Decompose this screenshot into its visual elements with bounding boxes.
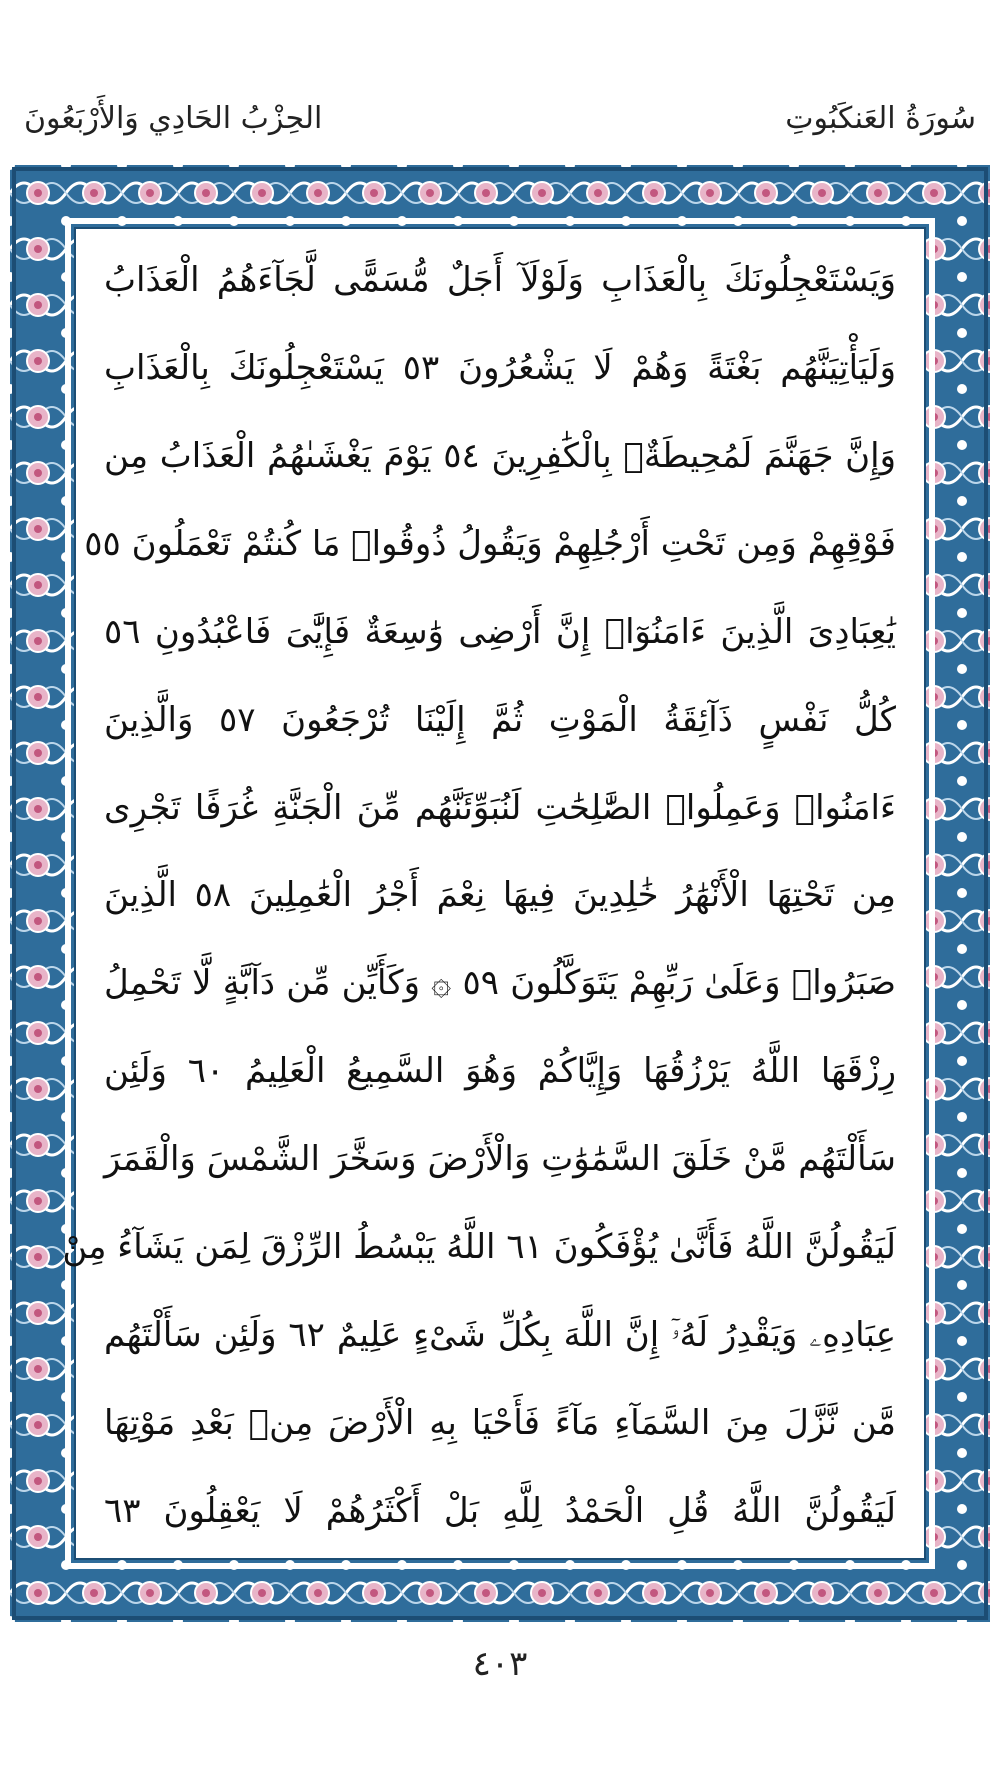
hizb-name: الحِزْبُ الحَادِي وَالأَرْبَعُونَ bbox=[24, 100, 323, 136]
verse-line: مَّن نَّزَّلَ مِنَ السَّمَآءِ مَآءً فَأَحْيَا بِهِ الْأَرْضَ مِنۢ بَعْدِ مَوْتِهَا bbox=[104, 1402, 896, 1443]
verse-line: سَأَلْتَهُم مَّنْ خَلَقَ السَّمَٰوَٰتِ وَالْأَرْضَ وَسَخَّرَ الشَّمْسَ وَالْقَمَرَ bbox=[104, 1139, 896, 1180]
verse-line: عِبَادِهِۦ وَيَقْدِرُ لَهُۥٓ إِنَّ اللَّهَ بِكُلِّ شَىْءٍ عَلِيمٌ ٦٢ وَلَئِن سَأَلْتَهُم bbox=[104, 1315, 896, 1356]
text-panel bbox=[62, 227, 926, 1560]
verse-line: فَوْقِهِمْ وَمِن تَحْتِ أَرْجُلِهِمْ وَيَقُولُ ذُوقُوا۟ مَا كُنتُمْ تَعْمَلُونَ ٥٥ bbox=[84, 523, 896, 564]
verse-line: كُلُّ نَفْسٍ ذَآئِقَةُ الْمَوْتِ ثُمَّ إِلَيْنَا تُرْجَعُونَ ٥٧ وَالَّذِينَ bbox=[104, 699, 896, 740]
page-number: ٤٠٣ bbox=[472, 1644, 528, 1684]
verse-line: وَلَيَأْتِيَنَّهُم بَغْتَةً وَهُمْ لَا يَشْعُرُونَ ٥٣ يَسْتَعْجِلُونَكَ بِالْعَذَابِ bbox=[104, 347, 896, 388]
verse-line: لَيَقُولُنَّ اللَّهُ فَأَنَّىٰ يُؤْفَكُونَ ٦١ اللَّهُ يَبْسُطُ الرِّزْقَ لِمَن يَشَآءُ مِنْ bbox=[62, 1227, 896, 1268]
verse-line: ءَامَنُوا۟ وَعَمِلُوا۟ الصَّٰلِحَٰتِ لَنُبَوِّئَنَّهُم مِّنَ الْجَنَّةِ غُرَفًا تَجْرِى bbox=[104, 787, 896, 828]
verse-line: صَبَرُوا۟ وَعَلَىٰ رَبِّهِمْ يَتَوَكَّلُونَ ٥٩ ۞ وَكَأَيِّن مِّن دَآبَّةٍ لَّا تَحْمِلُ bbox=[104, 963, 897, 1004]
verse-line: وَإِنَّ جَهَنَّمَ لَمُحِيطَةٌۢ بِالْكَٰفِرِينَ ٥٤ يَوْمَ يَغْشَىٰهُمُ الْعَذَابُ مِن bbox=[104, 435, 896, 476]
verse-line: مِن تَحْتِهَا الْأَنْهَٰرُ خَٰلِدِينَ فِيهَا نِعْمَ أَجْرُ الْعَٰمِلِينَ ٥٨ الَّذِينَ bbox=[104, 875, 896, 916]
page-header bbox=[24, 92, 976, 144]
verse-line: رِزْقَهَا اللَّهُ يَرْزُقُهَا وَإِيَّاكُمْ وَهُوَ السَّمِيعُ الْعَلِيمُ ٦٠ وَلَئِن bbox=[104, 1051, 897, 1092]
verse-line: يَٰعِبَادِىَ الَّذِينَ ءَامَنُوٓا۟ إِنَّ أَرْضِى وَٰسِعَةٌ فَإِيَّٰىَ فَاعْبُدُونِ ٥٦ bbox=[104, 611, 896, 652]
surah-name: سُورَةُ العَنكَبُوتِ bbox=[785, 100, 976, 136]
ornamental-frame bbox=[10, 165, 990, 1622]
verse-line: لَيَقُولُنَّ اللَّهُ قُلِ الْحَمْدُ لِلَّهِ بَلْ أَكْثَرُهُمْ لَا يَعْقِلُونَ ٦٣ bbox=[104, 1490, 896, 1531]
verse-lines bbox=[62, 243, 897, 1548]
verse-line: وَيَسْتَعْجِلُونَكَ بِالْعَذَابِ وَلَوْلَآ أَجَلٌ مُّسَمًّى لَّجَآءَهُمُ الْعَذَابُ bbox=[104, 260, 896, 300]
